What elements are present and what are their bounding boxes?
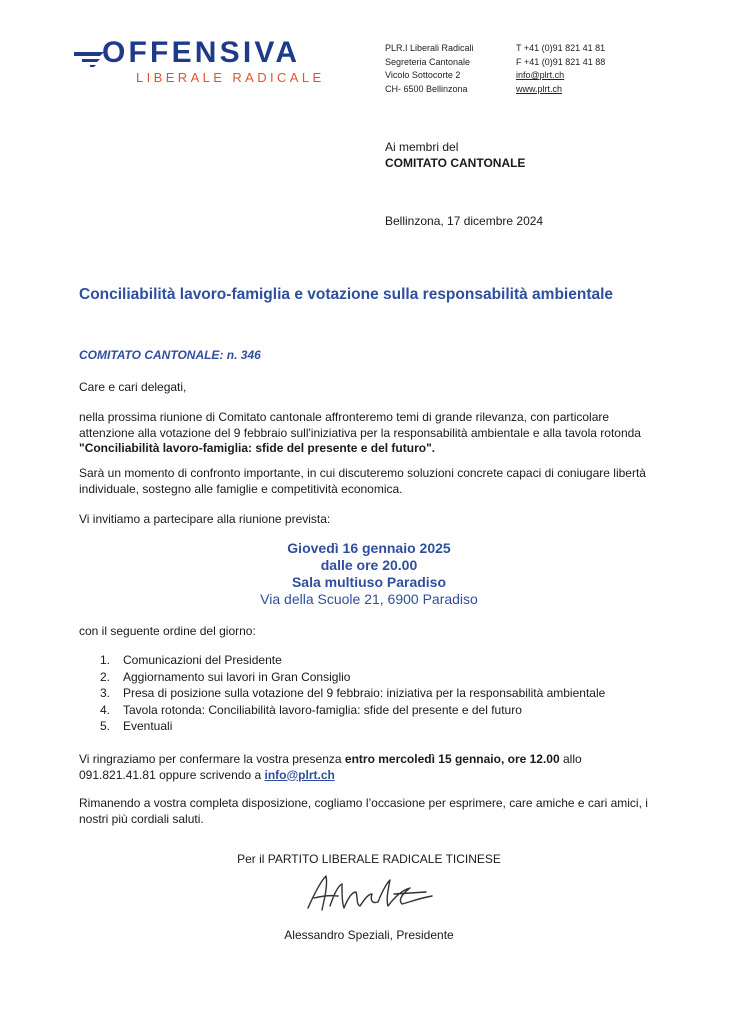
sender-address [385, 42, 474, 96]
event-time: dalle ore 20.00 [320, 557, 418, 573]
paragraph-rsvp [79, 752, 659, 783]
greeting: Care e cari delegati, [79, 380, 187, 394]
event-date: Giovedì 16 gennaio 2025 [287, 540, 451, 556]
agenda-text: Presa di posizione sulla votazione del 9 febbraio: iniziativa per la responsabilità ambientale [123, 686, 606, 700]
fax-number: F +41 (0)91 821 41 88 [516, 56, 606, 67]
agenda-text: Comunicazioni del Presidente [123, 653, 282, 667]
paragraph-intro [79, 410, 659, 457]
sender-contacts [516, 42, 605, 96]
paragraph-bold: "Conciliabilità lavoro-famiglia: sfide del presente e del futuro". [79, 441, 436, 455]
address-line: Segreteria Cantonale [385, 56, 471, 67]
agenda-item [100, 669, 605, 686]
agenda-number: 5. [100, 719, 111, 733]
agenda-item [100, 718, 605, 735]
website-link[interactable]: www.plrt.ch [516, 83, 563, 94]
agenda-number: 3. [100, 686, 111, 700]
event-details [79, 540, 659, 608]
rsvp-deadline: entro mercoledì 15 gennaio, ore 12.00 [344, 752, 560, 766]
paragraph-discussion: Sarà un momento di confronto importante, in cui discuteremo soluzioni concrete capaci di coniugare libertà individuale, sostegno alle famiglie e competitività economica. [79, 466, 646, 496]
rsvp-text: allo 091.821.41.81 oppure scrivendo a [79, 752, 582, 782]
agenda-item [100, 652, 605, 669]
logo-wordmark: OFFENSIVA [102, 36, 301, 69]
agenda-item [100, 685, 605, 702]
recipient-line: Ai membri del [385, 140, 459, 154]
address-line: Vicolo Sottocorte 2 [385, 70, 461, 80]
rsvp-email-link[interactable]: info@plrt.ch [264, 767, 335, 782]
agenda-item [100, 702, 605, 719]
event-venue: Sala multiuso Paradiso [291, 574, 447, 590]
logo-subtitle: LIBERALE RADICALE [136, 70, 325, 85]
address-line: CH- 6500 Bellinzona [385, 83, 468, 94]
rsvp-text: Vi ringraziamo per confermare la vostra presenza [79, 752, 345, 766]
agenda-text: Eventuali [123, 719, 173, 733]
agenda-number: 1. [100, 653, 111, 667]
phone-number: T +41 (0)91 821 41 81 [516, 43, 606, 53]
letter-date: Bellinzona, 17 dicembre 2024 [385, 214, 544, 228]
address-line: PLR.I Liberali Radicali [385, 43, 474, 53]
recipient-committee: COMITATO CANTONALE [385, 155, 526, 170]
paragraph-closing: Rimanendo a vostra completa disposizione, cogliamo l’occasione per esprimere, care amiche e cari amici, i nostri più cordiali saluti. [79, 796, 648, 826]
closing-line: Per il PARTITO LIBERALE RADICALE TICINESE [237, 852, 501, 866]
agenda-text: Aggiornamento sui lavori in Gran Consiglio [123, 669, 351, 684]
letter-title: Conciliabilità lavoro-famiglia e votazione sulla responsabilità ambientale [79, 286, 614, 303]
paragraph-text: nella prossima riunione di Comitato cantonale affronteremo temi di grande rilevanza, con particolare attenzione alla votazione del 9 febbraio sull'iniziativa per la responsabilità ambientale e alla tavola rotonda [79, 410, 641, 440]
agenda-list [100, 652, 605, 735]
agenda-number: 2. [100, 669, 111, 684]
recipient-block [385, 140, 525, 171]
paragraph-invitation: Vi invitiamo a partecipare alla riunione prevista: [79, 512, 331, 526]
agenda-number: 4. [100, 702, 111, 717]
agenda-text: Tavola rotonda: Conciliabilità lavoro-famiglia: sfide del presente e del futuro [123, 702, 522, 717]
agenda-intro: con il seguente ordine del giorno: [79, 624, 256, 638]
signer-name: Alessandro Speziali, Presidente [284, 928, 454, 942]
event-address: Via della Scuole 21, 6900 Paradiso [260, 591, 478, 607]
handwritten-signature [298, 868, 438, 920]
email-link[interactable]: info@plrt.ch [516, 70, 565, 80]
reference-number: COMITATO CANTONALE: n. 346 [79, 348, 261, 362]
